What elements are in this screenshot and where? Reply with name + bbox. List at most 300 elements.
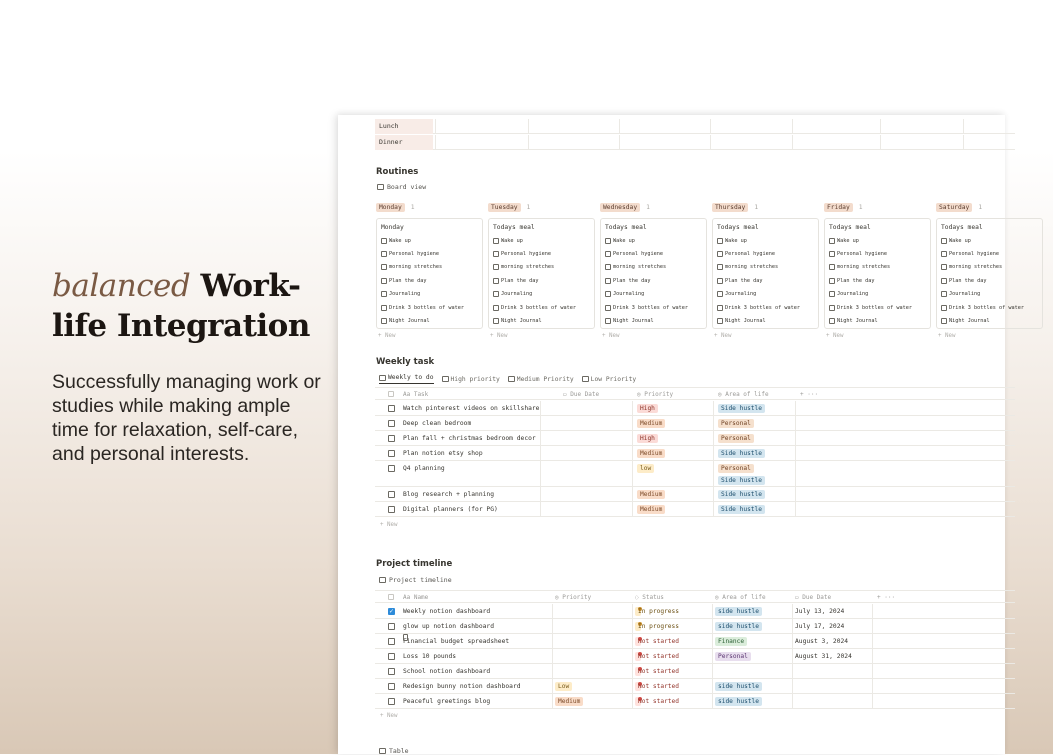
cell-divider — [792, 634, 793, 648]
checkbox[interactable] — [717, 264, 723, 270]
routines-title: Routines — [376, 167, 419, 177]
checklist-label: Plan the day — [501, 277, 539, 284]
project-row[interactable] — [375, 649, 1015, 664]
due-date[interactable]: August 31, 2024 — [795, 653, 852, 660]
area-tag[interactable]: Personal — [715, 652, 751, 661]
checklist-label: Night Journal — [837, 318, 878, 325]
checklist-item[interactable] — [717, 261, 814, 274]
checklist-item[interactable] — [381, 301, 478, 314]
col-area[interactable]: ◎ Area of life — [718, 391, 769, 398]
meal-cell[interactable] — [528, 119, 618, 134]
checkbox[interactable] — [829, 305, 835, 311]
task-checkbox[interactable] — [388, 450, 395, 457]
checklist-label: Journaling — [949, 291, 981, 298]
checklist-item[interactable] — [381, 234, 478, 247]
table-row[interactable] — [375, 401, 1015, 416]
status-tag[interactable] — [635, 607, 679, 616]
project-view-label: Project timeline — [389, 576, 452, 584]
checklist-item[interactable] — [605, 261, 702, 274]
status-label: Not started — [638, 653, 679, 660]
col-proj-due[interactable]: ▭ Due Date — [795, 594, 832, 601]
checklist-item[interactable] — [941, 261, 1038, 274]
checkbox[interactable] — [941, 264, 947, 270]
card-title: Todays meal — [605, 224, 647, 231]
task-checkbox[interactable] — [388, 465, 395, 472]
checklist-item[interactable] — [941, 274, 1038, 287]
checkbox[interactable] — [941, 238, 947, 244]
column-header — [936, 202, 1043, 213]
checkbox[interactable] — [381, 238, 387, 244]
routine-card[interactable] — [712, 218, 819, 329]
checkbox[interactable] — [829, 318, 835, 324]
meal-cell[interactable] — [963, 119, 1053, 134]
project-checkbox[interactable] — [388, 623, 395, 630]
table-icon — [582, 376, 589, 382]
project-checkbox[interactable]: ✓ — [389, 608, 395, 615]
hero — [52, 266, 332, 466]
area-tag[interactable]: side hustle — [715, 682, 762, 691]
priority-tag[interactable]: High — [637, 404, 658, 413]
routines-view-tab[interactable] — [377, 183, 426, 191]
board-new-button[interactable]: + New — [938, 333, 956, 339]
due-date[interactable]: August 3, 2024 — [795, 638, 849, 645]
checklist-label: Wake up — [501, 237, 523, 244]
checklist-item[interactable] — [493, 274, 590, 287]
project-name-text: Weekly notion dashboard — [403, 608, 491, 615]
task-name[interactable]: Q4 planning — [403, 465, 445, 472]
cell-divider — [872, 604, 873, 618]
task-name[interactable]: Deep clean bedroom — [403, 420, 472, 427]
task-name[interactable]: Blog research + planning — [403, 491, 494, 498]
board-new-button[interactable]: + New — [602, 333, 620, 339]
checklist-item[interactable] — [493, 301, 590, 314]
table-row[interactable] — [375, 416, 1015, 431]
task-name[interactable]: Watch pinterest videos on skillshare — [403, 405, 540, 412]
checkbox[interactable] — [717, 305, 723, 311]
cell-divider — [632, 634, 633, 648]
checklist-item[interactable] — [605, 301, 702, 314]
checklist-item[interactable] — [829, 247, 926, 260]
day-tag[interactable]: Monday — [376, 203, 405, 212]
task-checkbox[interactable] — [388, 491, 395, 498]
checklist-label: Drink 3 bottles of water — [389, 304, 464, 311]
checklist-item[interactable] — [717, 288, 814, 301]
checklist-item[interactable] — [381, 288, 478, 301]
checkbox[interactable] — [829, 278, 835, 284]
card-title: Todays meal — [493, 224, 535, 231]
col-priority-label: Priority — [644, 391, 674, 398]
project-name[interactable] — [403, 679, 521, 694]
checklist-item[interactable] — [605, 247, 702, 260]
column-header — [376, 202, 483, 213]
checklist-item[interactable] — [829, 314, 926, 327]
day-tag[interactable]: Thursday — [712, 203, 748, 212]
column-header — [600, 202, 707, 213]
task-name[interactable]: Plan fall + christmas bedroom decor — [403, 435, 536, 442]
status-tag[interactable] — [635, 622, 679, 631]
area-tag[interactable]: Personal — [718, 464, 754, 473]
checklist-item[interactable] — [941, 301, 1038, 314]
checkbox[interactable] — [829, 251, 835, 257]
col-status[interactable]: ◌ Status — [635, 594, 664, 601]
project-checkbox[interactable] — [388, 668, 395, 675]
table-row[interactable] — [375, 461, 1015, 487]
checklist-item[interactable] — [717, 234, 814, 247]
checkbox[interactable] — [941, 318, 947, 324]
priority-tag[interactable]: Medium — [637, 449, 665, 458]
checklist-label: Night Journal — [725, 318, 766, 325]
checklist-label: Wake up — [837, 237, 859, 244]
priority-tag[interactable]: High — [637, 434, 658, 443]
checkbox[interactable] — [493, 264, 499, 270]
col-proj-priority[interactable]: ◎ Priority — [555, 594, 592, 601]
checklist-item[interactable] — [381, 314, 478, 327]
board-column-wednesday — [600, 202, 707, 339]
cell-divider — [792, 649, 793, 663]
cell-divider — [632, 431, 633, 445]
table-row[interactable] — [375, 487, 1015, 502]
col-proj-priority-label: Priority — [562, 594, 592, 601]
checklist-item[interactable] — [829, 261, 926, 274]
status-label: Not started — [638, 638, 679, 645]
tab-medium-priority[interactable] — [508, 374, 574, 384]
cell-divider — [712, 634, 713, 648]
board-column-tuesday — [488, 202, 595, 339]
checklist-item[interactable] — [941, 234, 1038, 247]
task-name[interactable]: Plan notion etsy shop — [403, 450, 483, 457]
cell-divider — [713, 431, 714, 445]
checklist-label: Personal hygiene — [725, 251, 775, 258]
project-name[interactable] — [403, 694, 490, 709]
card-title: Todays meal — [717, 224, 759, 231]
board-new-button[interactable]: + New — [378, 333, 396, 339]
checkbox[interactable] — [493, 318, 499, 324]
cell-divider — [713, 401, 714, 415]
meal-cell[interactable] — [435, 119, 525, 134]
project-checkbox[interactable] — [388, 653, 395, 660]
checkbox[interactable] — [605, 251, 611, 257]
project-checkbox[interactable] — [388, 698, 395, 705]
col-proj-area[interactable]: ◎ Area of life — [715, 594, 766, 601]
area-tag[interactable]: side hustle — [715, 697, 762, 706]
status-label: Not started — [638, 668, 679, 675]
checklist-label: Plan the day — [613, 277, 651, 284]
checklist-item[interactable] — [381, 261, 478, 274]
status-tag[interactable] — [635, 637, 679, 646]
checkbox[interactable] — [605, 278, 611, 284]
column-count: 1 — [754, 204, 759, 211]
routine-card[interactable] — [936, 218, 1043, 329]
priority-tag[interactable]: Medium — [637, 419, 665, 428]
checklist-item[interactable] — [829, 234, 926, 247]
project-row[interactable] — [375, 679, 1015, 694]
checklist-label: Plan the day — [389, 277, 427, 284]
project-row[interactable] — [375, 694, 1015, 709]
project-name[interactable] — [403, 619, 494, 634]
cell-divider — [540, 502, 541, 516]
task-name[interactable]: Digital planners (for PG) — [403, 506, 498, 513]
day-tag[interactable]: Friday — [824, 203, 853, 212]
meal-cell[interactable] — [528, 135, 618, 150]
checkbox[interactable] — [381, 305, 387, 311]
area-tag[interactable]: Finance — [715, 637, 747, 646]
meal-cell[interactable] — [619, 135, 709, 150]
routine-card[interactable] — [824, 218, 931, 329]
checklist-item[interactable] — [381, 247, 478, 260]
cell-divider — [713, 502, 714, 516]
checklist-item[interactable] — [381, 274, 478, 287]
board-new-button[interactable]: + New — [490, 333, 508, 339]
cell-divider — [792, 694, 793, 708]
day-tag[interactable]: Saturday — [936, 203, 972, 212]
checklist-item[interactable] — [829, 274, 926, 287]
column-count: 1 — [526, 204, 531, 211]
table-row[interactable] — [375, 502, 1015, 517]
task-checkbox[interactable] — [388, 405, 395, 412]
cell-divider — [540, 431, 541, 445]
area-tag[interactable]: Side hustle — [718, 476, 765, 485]
checkbox[interactable] — [829, 238, 835, 244]
priority-tag[interactable]: low — [637, 464, 654, 473]
project-view-tab[interactable] — [379, 576, 452, 584]
priority-tag[interactable]: Medium — [555, 697, 583, 706]
area-tag[interactable]: Side hustle — [718, 404, 765, 413]
meal-cell[interactable] — [792, 135, 882, 150]
project-name[interactable] — [403, 634, 509, 649]
meal-label: Dinner — [375, 135, 433, 150]
status-tag[interactable] — [635, 682, 679, 691]
board-column-thursday — [712, 202, 819, 339]
checklist-label: Journaling — [501, 291, 533, 298]
checklist-item[interactable] — [941, 288, 1038, 301]
checklist-item[interactable] — [829, 301, 926, 314]
checklist-label: Night Journal — [613, 318, 654, 325]
cell-divider — [712, 619, 713, 633]
checkbox[interactable] — [381, 278, 387, 284]
checkbox[interactable] — [605, 305, 611, 311]
status-tag[interactable] — [635, 652, 679, 661]
table-view-label: Table — [389, 747, 409, 755]
checklist-label: morning stretches — [501, 264, 555, 271]
day-tag[interactable]: Wednesday — [600, 203, 640, 212]
cell-divider — [795, 431, 796, 445]
meal-cell[interactable] — [963, 135, 1053, 150]
col-priority[interactable]: ◎ Priority — [637, 391, 674, 398]
checklist-label: Night Journal — [389, 318, 430, 325]
tab-low-priority[interactable] — [582, 374, 637, 384]
project-checkbox[interactable] — [388, 638, 395, 645]
table-view-tab[interactable] — [379, 747, 409, 755]
checkbox[interactable] — [717, 238, 723, 244]
checklist-item[interactable] — [605, 274, 702, 287]
checkbox[interactable] — [605, 291, 611, 297]
project-checkbox[interactable] — [388, 683, 395, 690]
checklist-label: morning stretches — [725, 264, 779, 271]
task-checkbox[interactable] — [388, 420, 395, 427]
project-add-column-button[interactable]: + ··· — [877, 594, 896, 601]
column-count: 1 — [646, 204, 650, 211]
board-new-button[interactable]: + New — [826, 333, 844, 339]
checklist-item[interactable] — [493, 288, 590, 301]
meal-row — [375, 135, 1015, 150]
routine-card[interactable] — [488, 218, 595, 329]
checkbox[interactable] — [605, 238, 611, 244]
checkbox[interactable] — [717, 318, 723, 324]
project-header-checkbox[interactable] — [388, 594, 394, 600]
cell-divider — [552, 619, 553, 633]
checklist-item[interactable] — [605, 288, 702, 301]
checklist-item[interactable] — [717, 301, 814, 314]
column-header — [824, 202, 931, 213]
col-name[interactable]: Aa Name — [403, 594, 429, 601]
table-row[interactable] — [375, 446, 1015, 461]
cell-divider — [795, 401, 796, 415]
checklist-item[interactable] — [717, 314, 814, 327]
due-date[interactable]: July 17, 2024 — [795, 623, 845, 630]
checkbox[interactable] — [493, 305, 499, 311]
cell-divider — [632, 502, 633, 516]
priority-tag[interactable]: Medium — [637, 490, 665, 499]
column-header — [488, 202, 595, 213]
tab-label: Medium Priority — [516, 375, 574, 383]
cell-divider — [552, 664, 553, 678]
checklist-item[interactable] — [605, 314, 702, 327]
checkbox[interactable] — [381, 264, 387, 270]
checklist-item[interactable] — [941, 247, 1038, 260]
task-checkbox[interactable] — [388, 506, 395, 513]
checkbox[interactable] — [717, 251, 723, 257]
column-count: 1 — [978, 204, 983, 211]
cell-divider — [872, 679, 873, 693]
checkbox[interactable] — [493, 291, 499, 297]
area-tag[interactable]: Side hustle — [718, 505, 765, 514]
checkbox[interactable] — [493, 251, 499, 257]
checkbox[interactable] — [493, 238, 499, 244]
checkbox[interactable] — [829, 264, 835, 270]
cell-divider — [713, 416, 714, 430]
checklist-item[interactable] — [829, 288, 926, 301]
checklist-item[interactable] — [493, 261, 590, 274]
cell-divider — [540, 401, 541, 415]
cell-divider — [713, 487, 714, 501]
project-row[interactable] — [375, 604, 1015, 619]
checkbox[interactable] — [605, 318, 611, 324]
table-icon — [508, 376, 515, 382]
checklist-item[interactable] — [717, 274, 814, 287]
checkbox[interactable] — [381, 251, 387, 257]
checkbox[interactable] — [717, 291, 723, 297]
checklist-label: Night Journal — [501, 318, 542, 325]
meal-cell[interactable] — [792, 119, 882, 134]
meal-cell[interactable] — [710, 135, 800, 150]
checklist-label: Personal hygiene — [501, 251, 551, 258]
tab-weekly-to-do[interactable] — [379, 374, 434, 384]
checklist-item[interactable] — [941, 314, 1038, 327]
checklist-item[interactable] — [605, 234, 702, 247]
board-column-monday — [376, 202, 483, 339]
board-new-button[interactable]: + New — [714, 333, 732, 339]
area-tag[interactable]: side hustle — [715, 607, 762, 616]
area-tag[interactable]: Personal — [718, 419, 754, 428]
col-due[interactable]: ▭ Due Date — [563, 391, 600, 398]
checklist-item[interactable] — [493, 314, 590, 327]
cell-divider — [552, 694, 553, 708]
col-task[interactable]: Aa Task — [403, 391, 429, 398]
checklist-label: Wake up — [389, 237, 411, 244]
area-tag[interactable]: Personal — [718, 434, 754, 443]
checkbox[interactable] — [941, 251, 947, 257]
status-tag[interactable] — [635, 697, 679, 706]
area-tag[interactable]: Side hustle — [718, 490, 765, 499]
area-tag[interactable]: Side hustle — [718, 449, 765, 458]
project-row[interactable] — [375, 664, 1015, 679]
checkbox[interactable] — [829, 291, 835, 297]
checklist-label: Drink 3 bottles of water — [725, 304, 800, 311]
task-checkbox[interactable] — [388, 435, 395, 442]
checklist-label: Drink 3 bottles of water — [501, 304, 576, 311]
due-date[interactable]: July 13, 2024 — [795, 608, 845, 615]
cell-divider — [632, 619, 633, 633]
routine-card[interactable] — [376, 218, 483, 329]
checklist-item[interactable] — [493, 247, 590, 260]
column-count: 1 — [858, 204, 863, 211]
status-tag[interactable] — [635, 667, 679, 676]
cell-divider — [872, 619, 873, 633]
weekly-new-button[interactable]: + New — [380, 522, 398, 528]
meal-cell[interactable] — [710, 119, 800, 134]
cell-divider — [552, 649, 553, 663]
add-column-button[interactable]: + ··· — [800, 391, 819, 398]
area-tag[interactable]: side hustle — [715, 622, 762, 631]
checkbox[interactable] — [493, 278, 499, 284]
checkbox[interactable] — [941, 305, 947, 311]
checkbox[interactable] — [381, 318, 387, 324]
checkbox[interactable] — [941, 278, 947, 284]
routines-view-label: Board view — [387, 183, 427, 191]
meal-cell[interactable] — [880, 119, 970, 134]
day-tag[interactable]: Tuesday — [488, 203, 521, 212]
checkbox[interactable] — [605, 264, 611, 270]
cell-divider — [712, 679, 713, 693]
priority-tag[interactable]: Medium — [637, 505, 665, 514]
tab-high-priority[interactable] — [442, 374, 500, 384]
checkbox[interactable] — [941, 291, 947, 297]
routine-card[interactable] — [600, 218, 707, 329]
project-new-button[interactable]: + New — [380, 713, 398, 719]
card-title: Monday — [381, 224, 404, 231]
project-name[interactable] — [403, 649, 456, 664]
header-checkbox[interactable] — [388, 391, 394, 397]
project-name[interactable] — [403, 604, 490, 619]
cell-divider — [632, 679, 633, 693]
project-name-text: Redesign bunny notion dashboard — [403, 683, 521, 690]
cell-divider — [540, 461, 541, 486]
checkbox[interactable] — [717, 278, 723, 284]
checklist-item[interactable] — [717, 247, 814, 260]
meal-cell[interactable] — [435, 135, 525, 150]
meal-cell[interactable] — [880, 135, 970, 150]
cell-divider — [632, 401, 633, 415]
cell-divider — [795, 487, 796, 501]
checklist-item[interactable] — [493, 234, 590, 247]
priority-tag[interactable]: Low — [555, 682, 572, 691]
project-row[interactable] — [375, 634, 1015, 649]
meal-cell[interactable] — [619, 119, 709, 134]
table-row[interactable] — [375, 431, 1015, 446]
checkbox[interactable] — [381, 291, 387, 297]
project-row[interactable] — [375, 619, 1015, 634]
project-name[interactable] — [403, 664, 490, 679]
